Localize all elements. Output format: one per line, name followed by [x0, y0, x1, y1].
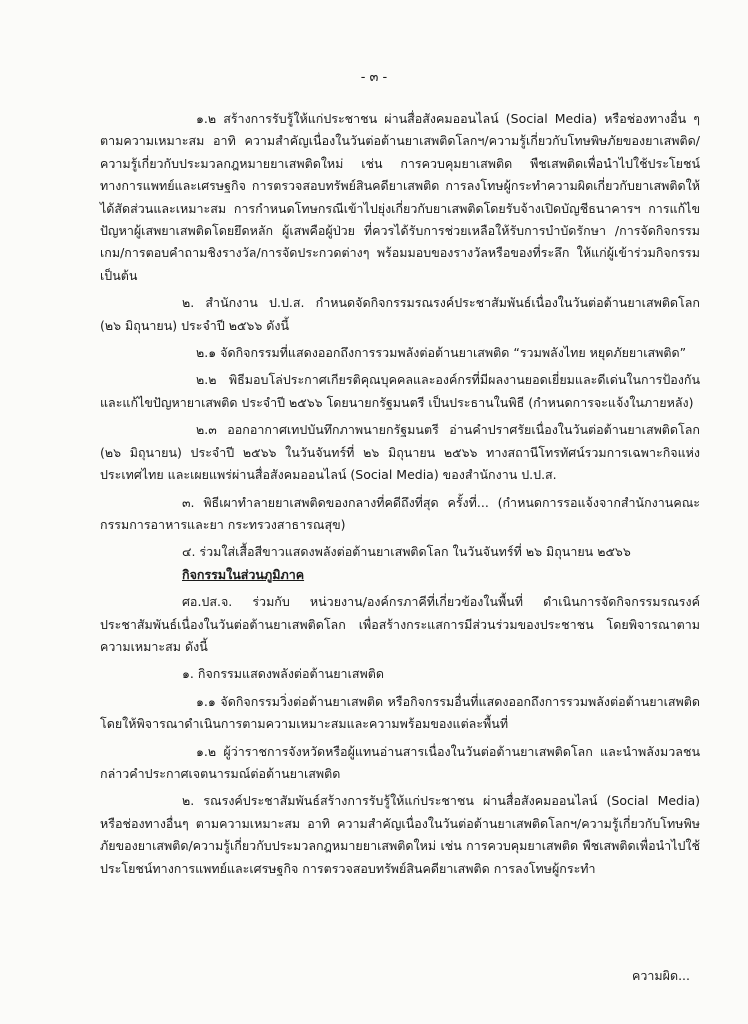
- paragraph-2-1: ๒.๑ จัดกิจกรรมที่แสดงออกถึงการรวมพลังต่อต้านยาเสพติด “รวมพลังไทย หยุดภัยยาเสพติด”: [196, 345, 687, 361]
- paragraph-1-2-awareness: ๑.๒ สร้างการรับรู้ให้แก่ประชาชน ผ่านสื่อสังคมออนไลน์ (Social Media) หรือช่องทางอื่น ๆ ตามความเหมาะสม อาทิ ความสำคัญเนื่องในวันต่อต้านยาเสพติดโลกฯ/ความรู้เกี่ยวกับโทษพิษภัยของยาเสพติด/ความรู้เกี่ยวกับประมวลกฎหมายยาเสพติดใหม่ เช่น การควบคุมยาเสพติด พืชเสพติดเพื่อนำไปใช้ประโยชน์ทางการแพทย์และเศรษฐกิจ การตรวจสอบทรัพย์สินคดียาเสพติด การลงโทษผู้กระทำความผิดเกี่ยวกับยาเสพติดให้ได้สัดส่วนและเหมาะสม การกำหนดโทษกรณีเข้าไปยุ่งเกี่ยวกับยาเสพติดโดยรับจ้างเปิดบัญชีธนาคารฯ การแก้ไขปัญหาผู้เสพยาเสพติดโดยยึดหลัก ผู้เสพคือผู้ป่วย ที่ควรได้รับการช่วยเหลือให้รับการบำบัดรักษา /การจัดกิจกรรมเกม/การตอบคำถามชิงรางวัล/การจัดประกวดต่างๆ พร้อมมอบของรางวัลหรือของที่ระลึก ให้แก่ผู้เข้าร่วมกิจกรรม เป็นต้น: [100, 111, 700, 283]
- paragraph-2-3: ๒.๓ ออกอากาศเทปบันทึกภาพนายกรัฐมนตรี อ่านคำปราศรัยเนื่องในวันต่อต้านยาเสพติดโลก (๒๖ มิถุนายน) ประจำปี ๒๕๖๖ ในวันจันทร์ที่ ๒๖ มิถุนายน ๒๕๖๖ ทางสถานีโทรทัศน์รวมการเฉพาะกิจแห่งประเทศไทย และเผยแพร่ผ่านสื่อสังคมออนไลน์ (Social Media) ของสำนักงาน ป.ป.ส.: [100, 422, 700, 483]
- paragraph-regional-1: ๑. กิจกรรมแสดงพลังต่อต้านยาเสพติด: [182, 666, 384, 682]
- paragraph-regional-2: ๒. รณรงค์ประชาสัมพันธ์สร้างการรับรู้ให้แก่ประชาชน ผ่านสื่อสังคมออนไลน์ (Social Media) หรือช่องทางอื่นๆ ตามความเหมาะสม อาทิ ความสำคัญเนื่องในวันต่อต้านยาเสพติดโลกฯ/ความรู้เกี่ยวกับโทษพิษภัยของยาเสพติด/ความรู้เกี่ยวกับประมวลกฎหมายยาเสพติดใหม่ เช่น การควบคุมยาเสพติด พืชเสพติดเพื่อนำไปใช้ประโยชน์ทางการแพทย์และเศรษฐกิจ การตรวจสอบทรัพย์สินคดียาเสพติด การลงโทษผู้กระทำ: [100, 793, 700, 876]
- paragraph-2-oncb-activities: ๒. สำนักงาน ป.ป.ส. กำหนดจัดกิจกรรมรณรงค์ประชาสัมพันธ์เนื่องในวันต่อต้านยาเสพติดโลก (๒๖ มิถุนายน) ประจำปี ๒๕๖๖ ดังนี้: [100, 295, 700, 333]
- paragraph-regional-1-1: ๑.๑ จัดกิจกรรมวิ่งต่อต้านยาเสพติด หรือกิจกรรมอื่นที่แสดงออกถึงการรวมพลังต่อต้านยาเสพติด โดยให้พิจารณาดำเนินการตามความเหมาะสมและความพร้อมของแต่ละพื้นที่: [100, 693, 700, 732]
- section-title-regional: กิจกรรมในส่วนภูมิภาค: [182, 566, 305, 582]
- paragraph-3: ๓. พิธีเผาทำลายยาเสพติดของกลางที่คดีถึงที่สุด ครั้งที่... (กำหนดการรอแจ้งจากสำนักงานคณะกรรมการอาหารและยา กระทรวงสาธารณสุข): [100, 494, 700, 532]
- continuation-text: ความผิด...: [631, 968, 690, 983]
- paragraph-regional-1-2: ๑.๒ ผู้ว่าราชการจังหวัดหรือผู้แทนอ่านสารเนื่องในวันต่อต้านยาเสพติดโลก และนำพลังมวลชนกล่าวคำประกาศเจตนารมณ์ต่อต้านยาเสพติด: [100, 743, 700, 781]
- paragraph-regional-intro: ศอ.ปส.จ. ร่วมกับ หน่วยงาน/องค์กรภาคีที่เกี่ยวข้องในพื้นที่ ดำเนินการจัดกิจกรรมรณรงค์ประชาสัมพันธ์เนื่องในวันต่อต้านยาเสพติดโลก เพื่อสร้างกระแสการมีส่วนร่วมของประชาชน โดยพิจารณาตามความเหมาะสม ดังนี้: [100, 594, 700, 654]
- page-number: - ๓ -: [360, 70, 388, 85]
- document-body: [100, 108, 700, 880]
- paragraph-4: ๔. ร่วมใส่เสื้อสีขาวแสดงพลังต่อต้านยาเสพติดโลก ในวันจันทร์ที่ ๒๖ มิถุนายน ๒๕๖๖: [182, 544, 631, 560]
- paragraph-2-2: ๒.๒ พิธีมอบโล่ประกาศเกียรติคุณบุคคลและองค์กรที่มีผลงานยอดเยี่ยมและดีเด่นในการป้องกันและแก้ไขปัญหายาเสพติด ประจำปี ๒๕๖๖ โดยนายกรัฐมนตรี เป็นประธานในพิธี (กำหนดการจะแจ้งในภายหลัง): [100, 372, 700, 410]
